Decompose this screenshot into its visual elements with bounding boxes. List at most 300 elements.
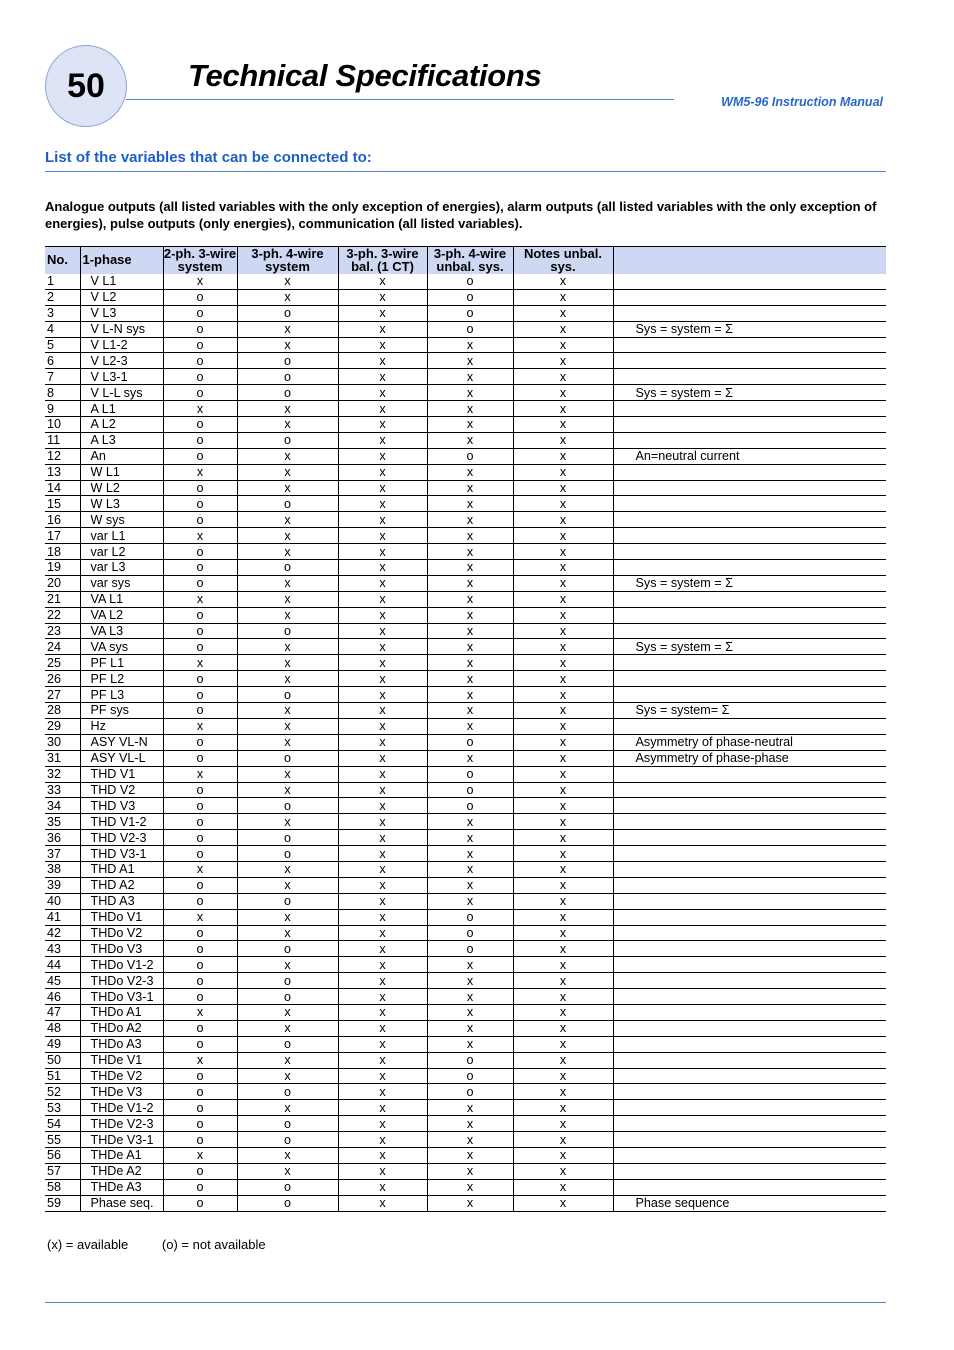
cell-3ph-3wire-bal: x — [338, 734, 427, 750]
table-row — [45, 385, 886, 401]
cell-variable: THDo A2 — [80, 1020, 163, 1036]
cell-remark — [613, 1179, 886, 1195]
cell-3ph-3wire-bal: x — [338, 861, 427, 877]
cell-no: 53 — [45, 1100, 80, 1116]
cell-no: 58 — [45, 1179, 80, 1195]
cell-variable: THDe V1 — [80, 1052, 163, 1068]
cell-remark — [613, 861, 886, 877]
cell-3ph-4wire: x — [237, 1020, 338, 1036]
cell-3ph-4wire: x — [237, 448, 338, 464]
cell-no: 5 — [45, 337, 80, 353]
cell-3ph-3wire-bal: x — [338, 1179, 427, 1195]
table-row — [45, 560, 886, 576]
cell-notes: x — [513, 321, 613, 337]
table-row — [45, 893, 886, 909]
cell-3ph-4wire: x — [237, 1052, 338, 1068]
cell-notes: x — [513, 512, 613, 528]
cell-variable: var L2 — [80, 544, 163, 560]
cell-variable: V L3 — [80, 305, 163, 321]
cell-3ph-4wire-unbal: o — [427, 734, 513, 750]
cell-no: 22 — [45, 607, 80, 623]
cell-3ph-3wire-bal: x — [338, 718, 427, 734]
cell-3ph-4wire-unbal: x — [427, 1147, 513, 1163]
cell-variable: THD V3-1 — [80, 846, 163, 862]
cell-remark — [613, 957, 886, 973]
cell-3ph-4wire-unbal: x — [427, 353, 513, 369]
cell-3ph-4wire-unbal: x — [427, 830, 513, 846]
cell-variable: var sys — [80, 575, 163, 591]
cell-3ph-4wire-unbal: o — [427, 321, 513, 337]
cell-variable: ASY VL-N — [80, 734, 163, 750]
cell-no: 11 — [45, 432, 80, 448]
cell-notes: x — [513, 671, 613, 687]
table-row — [45, 1068, 886, 1084]
header-no: No. — [45, 247, 80, 275]
cell-variable: THD V2 — [80, 782, 163, 798]
cell-variable: VA L2 — [80, 607, 163, 623]
cell-variable: Phase seq. — [80, 1195, 163, 1211]
cell-3ph-4wire: o — [237, 560, 338, 576]
cell-variable: PF L2 — [80, 671, 163, 687]
cell-3ph-4wire-unbal: x — [427, 464, 513, 480]
table-row — [45, 1052, 886, 1068]
cell-3ph-4wire-unbal: o — [427, 305, 513, 321]
cell-no: 59 — [45, 1195, 80, 1211]
cell-notes: x — [513, 623, 613, 639]
table-row — [45, 544, 886, 560]
header-3ph-4wire: 3-ph. 4-wire system — [237, 247, 338, 275]
cell-3ph-4wire-unbal: x — [427, 1020, 513, 1036]
cell-notes: x — [513, 861, 613, 877]
cell-3ph-4wire: o — [237, 893, 338, 909]
cell-no: 48 — [45, 1020, 80, 1036]
cell-2ph-3wire: x — [163, 909, 237, 925]
table-row — [45, 814, 886, 830]
cell-2ph-3wire: o — [163, 989, 237, 1005]
cell-2ph-3wire: o — [163, 480, 237, 496]
cell-3ph-4wire: o — [237, 989, 338, 1005]
cell-remark — [613, 1116, 886, 1132]
table-row — [45, 957, 886, 973]
table-row — [45, 861, 886, 877]
cell-remark — [613, 925, 886, 941]
cell-3ph-4wire: x — [237, 464, 338, 480]
cell-remark — [613, 464, 886, 480]
cell-variable: PF L3 — [80, 687, 163, 703]
cell-3ph-3wire-bal: x — [338, 464, 427, 480]
cell-3ph-3wire-bal: x — [338, 274, 427, 289]
cell-notes: x — [513, 1036, 613, 1052]
cell-no: 28 — [45, 703, 80, 719]
cell-3ph-4wire: o — [237, 1132, 338, 1148]
cell-3ph-4wire-unbal: x — [427, 893, 513, 909]
cell-no: 29 — [45, 718, 80, 734]
cell-notes: x — [513, 909, 613, 925]
cell-remark — [613, 766, 886, 782]
cell-2ph-3wire: o — [163, 814, 237, 830]
cell-3ph-4wire: x — [237, 321, 338, 337]
cell-notes: x — [513, 1020, 613, 1036]
cell-3ph-4wire-unbal: x — [427, 1163, 513, 1179]
cell-2ph-3wire: o — [163, 957, 237, 973]
cell-no: 47 — [45, 1004, 80, 1020]
cell-variable: THDo V2 — [80, 925, 163, 941]
cell-3ph-4wire: x — [237, 766, 338, 782]
cell-variable: var L3 — [80, 560, 163, 576]
cell-notes: x — [513, 798, 613, 814]
cell-no: 32 — [45, 766, 80, 782]
cell-3ph-4wire-unbal: x — [427, 528, 513, 544]
cell-2ph-3wire: x — [163, 1004, 237, 1020]
table-row — [45, 448, 886, 464]
cell-remark — [613, 417, 886, 433]
cell-3ph-4wire-unbal: x — [427, 973, 513, 989]
cell-variable: var L1 — [80, 528, 163, 544]
cell-3ph-4wire-unbal: x — [427, 1132, 513, 1148]
cell-3ph-4wire: o — [237, 496, 338, 512]
cell-3ph-4wire-unbal: x — [427, 1100, 513, 1116]
table-row — [45, 480, 886, 496]
cell-variable: V L2-3 — [80, 353, 163, 369]
cell-notes: x — [513, 703, 613, 719]
cell-3ph-4wire: o — [237, 750, 338, 766]
cell-3ph-4wire-unbal: x — [427, 337, 513, 353]
cell-remark — [613, 655, 886, 671]
table-row — [45, 655, 886, 671]
cell-3ph-4wire-unbal: o — [427, 1068, 513, 1084]
cell-variable: THD A3 — [80, 893, 163, 909]
cell-3ph-4wire: o — [237, 687, 338, 703]
cell-3ph-3wire-bal: x — [338, 544, 427, 560]
cell-variable: THDe V3 — [80, 1084, 163, 1100]
table-row — [45, 989, 886, 1005]
cell-no: 45 — [45, 973, 80, 989]
cell-notes: x — [513, 750, 613, 766]
table-row — [45, 1132, 886, 1148]
cell-remark — [613, 512, 886, 528]
cell-remark — [613, 1163, 886, 1179]
cell-3ph-4wire-unbal: x — [427, 687, 513, 703]
cell-2ph-3wire: o — [163, 830, 237, 846]
cell-no: 27 — [45, 687, 80, 703]
cell-2ph-3wire: x — [163, 1147, 237, 1163]
cell-notes: x — [513, 846, 613, 862]
table-row — [45, 289, 886, 305]
cell-3ph-4wire: x — [237, 671, 338, 687]
cell-variable: THDe V3-1 — [80, 1132, 163, 1148]
cell-notes: x — [513, 639, 613, 655]
cell-3ph-4wire-unbal: x — [427, 877, 513, 893]
cell-2ph-3wire: o — [163, 544, 237, 560]
cell-3ph-4wire-unbal: o — [427, 289, 513, 305]
cell-remark — [613, 1084, 886, 1100]
cell-notes: x — [513, 718, 613, 734]
table-row — [45, 973, 886, 989]
cell-remark — [613, 909, 886, 925]
legend-not-available: (o) = not available — [161, 1237, 266, 1252]
cell-no: 31 — [45, 750, 80, 766]
table-row — [45, 671, 886, 687]
cell-notes: x — [513, 734, 613, 750]
cell-3ph-4wire-unbal: o — [427, 448, 513, 464]
cell-no: 40 — [45, 893, 80, 909]
cell-notes: x — [513, 289, 613, 305]
legend — [47, 1237, 266, 1252]
cell-3ph-3wire-bal: x — [338, 512, 427, 528]
cell-remark — [613, 1020, 886, 1036]
cell-variable: PF L1 — [80, 655, 163, 671]
table-row — [45, 941, 886, 957]
cell-3ph-4wire: x — [237, 1068, 338, 1084]
cell-3ph-3wire-bal: x — [338, 1020, 427, 1036]
cell-no: 17 — [45, 528, 80, 544]
cell-2ph-3wire: o — [163, 417, 237, 433]
cell-2ph-3wire: o — [163, 607, 237, 623]
table-row — [45, 369, 886, 385]
cell-no: 8 — [45, 385, 80, 401]
cell-no: 1 — [45, 274, 80, 289]
cell-3ph-4wire-unbal: x — [427, 1179, 513, 1195]
cell-3ph-4wire-unbal: o — [427, 1052, 513, 1068]
cell-remark: Asymmetry of phase-phase — [613, 750, 886, 766]
cell-3ph-3wire-bal: x — [338, 480, 427, 496]
cell-notes: x — [513, 575, 613, 591]
table-row — [45, 925, 886, 941]
header-rule — [126, 99, 674, 100]
cell-notes: x — [513, 655, 613, 671]
cell-remark — [613, 798, 886, 814]
cell-remark — [613, 671, 886, 687]
cell-variable: V L2 — [80, 289, 163, 305]
table-row — [45, 1163, 886, 1179]
cell-3ph-4wire-unbal: x — [427, 432, 513, 448]
cell-no: 12 — [45, 448, 80, 464]
cell-3ph-4wire: x — [237, 591, 338, 607]
cell-remark — [613, 528, 886, 544]
cell-remark — [613, 877, 886, 893]
cell-2ph-3wire: o — [163, 623, 237, 639]
cell-remark — [613, 623, 886, 639]
cell-variable: V L-L sys — [80, 385, 163, 401]
cell-2ph-3wire: o — [163, 1132, 237, 1148]
cell-2ph-3wire: o — [163, 1020, 237, 1036]
cell-2ph-3wire: o — [163, 1100, 237, 1116]
table-row — [45, 1020, 886, 1036]
cell-notes: x — [513, 448, 613, 464]
table-row — [45, 1147, 886, 1163]
cell-notes: x — [513, 782, 613, 798]
cell-no: 20 — [45, 575, 80, 591]
cell-no: 34 — [45, 798, 80, 814]
cell-3ph-4wire: x — [237, 925, 338, 941]
cell-remark: Sys = system = Σ — [613, 575, 886, 591]
table-row — [45, 1036, 886, 1052]
cell-no: 39 — [45, 877, 80, 893]
cell-variable: W L3 — [80, 496, 163, 512]
cell-3ph-3wire-bal: x — [338, 925, 427, 941]
cell-3ph-4wire: o — [237, 1179, 338, 1195]
cell-3ph-4wire: x — [237, 655, 338, 671]
cell-3ph-3wire-bal: x — [338, 1195, 427, 1211]
cell-variable: An — [80, 448, 163, 464]
cell-2ph-3wire: o — [163, 734, 237, 750]
cell-3ph-4wire: x — [237, 401, 338, 417]
cell-3ph-3wire-bal: x — [338, 496, 427, 512]
cell-variable: THDo V3-1 — [80, 989, 163, 1005]
cell-remark — [613, 989, 886, 1005]
cell-2ph-3wire: o — [163, 1179, 237, 1195]
cell-remark — [613, 941, 886, 957]
cell-notes: x — [513, 814, 613, 830]
cell-3ph-4wire-unbal: x — [427, 369, 513, 385]
cell-2ph-3wire: o — [163, 289, 237, 305]
cell-3ph-4wire: x — [237, 607, 338, 623]
cell-notes: x — [513, 480, 613, 496]
cell-variable: THDo V1-2 — [80, 957, 163, 973]
cell-2ph-3wire: x — [163, 718, 237, 734]
cell-3ph-3wire-bal: x — [338, 1068, 427, 1084]
cell-3ph-4wire-unbal: x — [427, 861, 513, 877]
cell-no: 6 — [45, 353, 80, 369]
cell-3ph-3wire-bal: x — [338, 448, 427, 464]
cell-notes: x — [513, 893, 613, 909]
cell-3ph-4wire-unbal: o — [427, 941, 513, 957]
cell-variable: VA L1 — [80, 591, 163, 607]
cell-no: 15 — [45, 496, 80, 512]
cell-notes: x — [513, 925, 613, 941]
cell-no: 55 — [45, 1132, 80, 1148]
cell-3ph-4wire: x — [237, 957, 338, 973]
cell-no: 23 — [45, 623, 80, 639]
cell-variable: THDe A1 — [80, 1147, 163, 1163]
cell-notes: x — [513, 989, 613, 1005]
cell-3ph-4wire-unbal: o — [427, 274, 513, 289]
cell-variable: THD A2 — [80, 877, 163, 893]
cell-3ph-4wire: x — [237, 718, 338, 734]
cell-3ph-4wire-unbal: x — [427, 989, 513, 1005]
cell-notes: x — [513, 544, 613, 560]
cell-notes: x — [513, 1004, 613, 1020]
cell-2ph-3wire: o — [163, 750, 237, 766]
header-1-phase: 1-phase — [80, 247, 163, 275]
table-row — [45, 321, 886, 337]
cell-notes: x — [513, 830, 613, 846]
cell-notes: x — [513, 1068, 613, 1084]
cell-remark — [613, 274, 886, 289]
cell-2ph-3wire: o — [163, 877, 237, 893]
cell-3ph-3wire-bal: x — [338, 782, 427, 798]
cell-3ph-4wire: x — [237, 1163, 338, 1179]
cell-3ph-3wire-bal: x — [338, 1116, 427, 1132]
cell-3ph-3wire-bal: x — [338, 305, 427, 321]
page-number: 50 — [67, 66, 105, 105]
cell-variable: PF sys — [80, 703, 163, 719]
cell-3ph-4wire: x — [237, 734, 338, 750]
cell-notes: x — [513, 432, 613, 448]
cell-3ph-4wire-unbal: x — [427, 544, 513, 560]
cell-3ph-4wire-unbal: x — [427, 575, 513, 591]
cell-remark — [613, 893, 886, 909]
cell-notes: x — [513, 1132, 613, 1148]
cell-variable: THD V3 — [80, 798, 163, 814]
cell-3ph-4wire-unbal: x — [427, 496, 513, 512]
header-3ph-4wire-unbal: 3-ph. 4-wire unbal. sys. — [427, 247, 513, 275]
cell-notes: x — [513, 417, 613, 433]
table-row — [45, 766, 886, 782]
table-row — [45, 750, 886, 766]
table-row — [45, 846, 886, 862]
section-title: List of the variables that can be connected to: — [45, 149, 372, 166]
cell-3ph-4wire: x — [237, 274, 338, 289]
cell-remark — [613, 1004, 886, 1020]
cell-2ph-3wire: o — [163, 1116, 237, 1132]
cell-remark — [613, 1100, 886, 1116]
cell-3ph-4wire-unbal: x — [427, 560, 513, 576]
cell-3ph-3wire-bal: x — [338, 417, 427, 433]
cell-3ph-4wire: o — [237, 798, 338, 814]
cell-2ph-3wire: o — [163, 973, 237, 989]
cell-3ph-4wire: x — [237, 639, 338, 655]
cell-2ph-3wire: o — [163, 385, 237, 401]
cell-3ph-4wire-unbal: x — [427, 385, 513, 401]
cell-remark — [613, 814, 886, 830]
cell-3ph-4wire-unbal: x — [427, 671, 513, 687]
cell-variable: THD A1 — [80, 861, 163, 877]
manual-name: WM5-96 Instruction Manual — [721, 95, 883, 109]
cell-2ph-3wire: o — [163, 369, 237, 385]
table-row — [45, 591, 886, 607]
cell-notes: x — [513, 766, 613, 782]
cell-no: 24 — [45, 639, 80, 655]
cell-notes: x — [513, 274, 613, 289]
header-notes: Notes unbal. sys. — [513, 247, 613, 275]
cell-3ph-3wire-bal: x — [338, 766, 427, 782]
cell-3ph-3wire-bal: x — [338, 750, 427, 766]
cell-variable: V L-N sys — [80, 321, 163, 337]
cell-3ph-4wire: x — [237, 337, 338, 353]
cell-no: 4 — [45, 321, 80, 337]
cell-3ph-4wire: x — [237, 289, 338, 305]
cell-3ph-3wire-bal: x — [338, 893, 427, 909]
cell-variable: V L1-2 — [80, 337, 163, 353]
cell-no: 41 — [45, 909, 80, 925]
cell-3ph-4wire-unbal: x — [427, 655, 513, 671]
cell-no: 50 — [45, 1052, 80, 1068]
cell-variable: THDo V2-3 — [80, 973, 163, 989]
cell-2ph-3wire: o — [163, 893, 237, 909]
cell-no: 30 — [45, 734, 80, 750]
cell-remark — [613, 401, 886, 417]
table-row — [45, 337, 886, 353]
cell-3ph-4wire: x — [237, 528, 338, 544]
cell-remark — [613, 1068, 886, 1084]
cell-variable: THD V1 — [80, 766, 163, 782]
cell-no: 7 — [45, 369, 80, 385]
cell-remark — [613, 1052, 886, 1068]
cell-no: 10 — [45, 417, 80, 433]
cell-2ph-3wire: o — [163, 1084, 237, 1100]
cell-3ph-4wire: o — [237, 846, 338, 862]
cell-variable: THDe V2 — [80, 1068, 163, 1084]
cell-variable: THDo V3 — [80, 941, 163, 957]
cell-3ph-4wire: x — [237, 1147, 338, 1163]
cell-notes: x — [513, 687, 613, 703]
cell-remark — [613, 289, 886, 305]
table-row — [45, 1116, 886, 1132]
cell-no: 42 — [45, 925, 80, 941]
cell-no: 51 — [45, 1068, 80, 1084]
cell-no: 54 — [45, 1116, 80, 1132]
